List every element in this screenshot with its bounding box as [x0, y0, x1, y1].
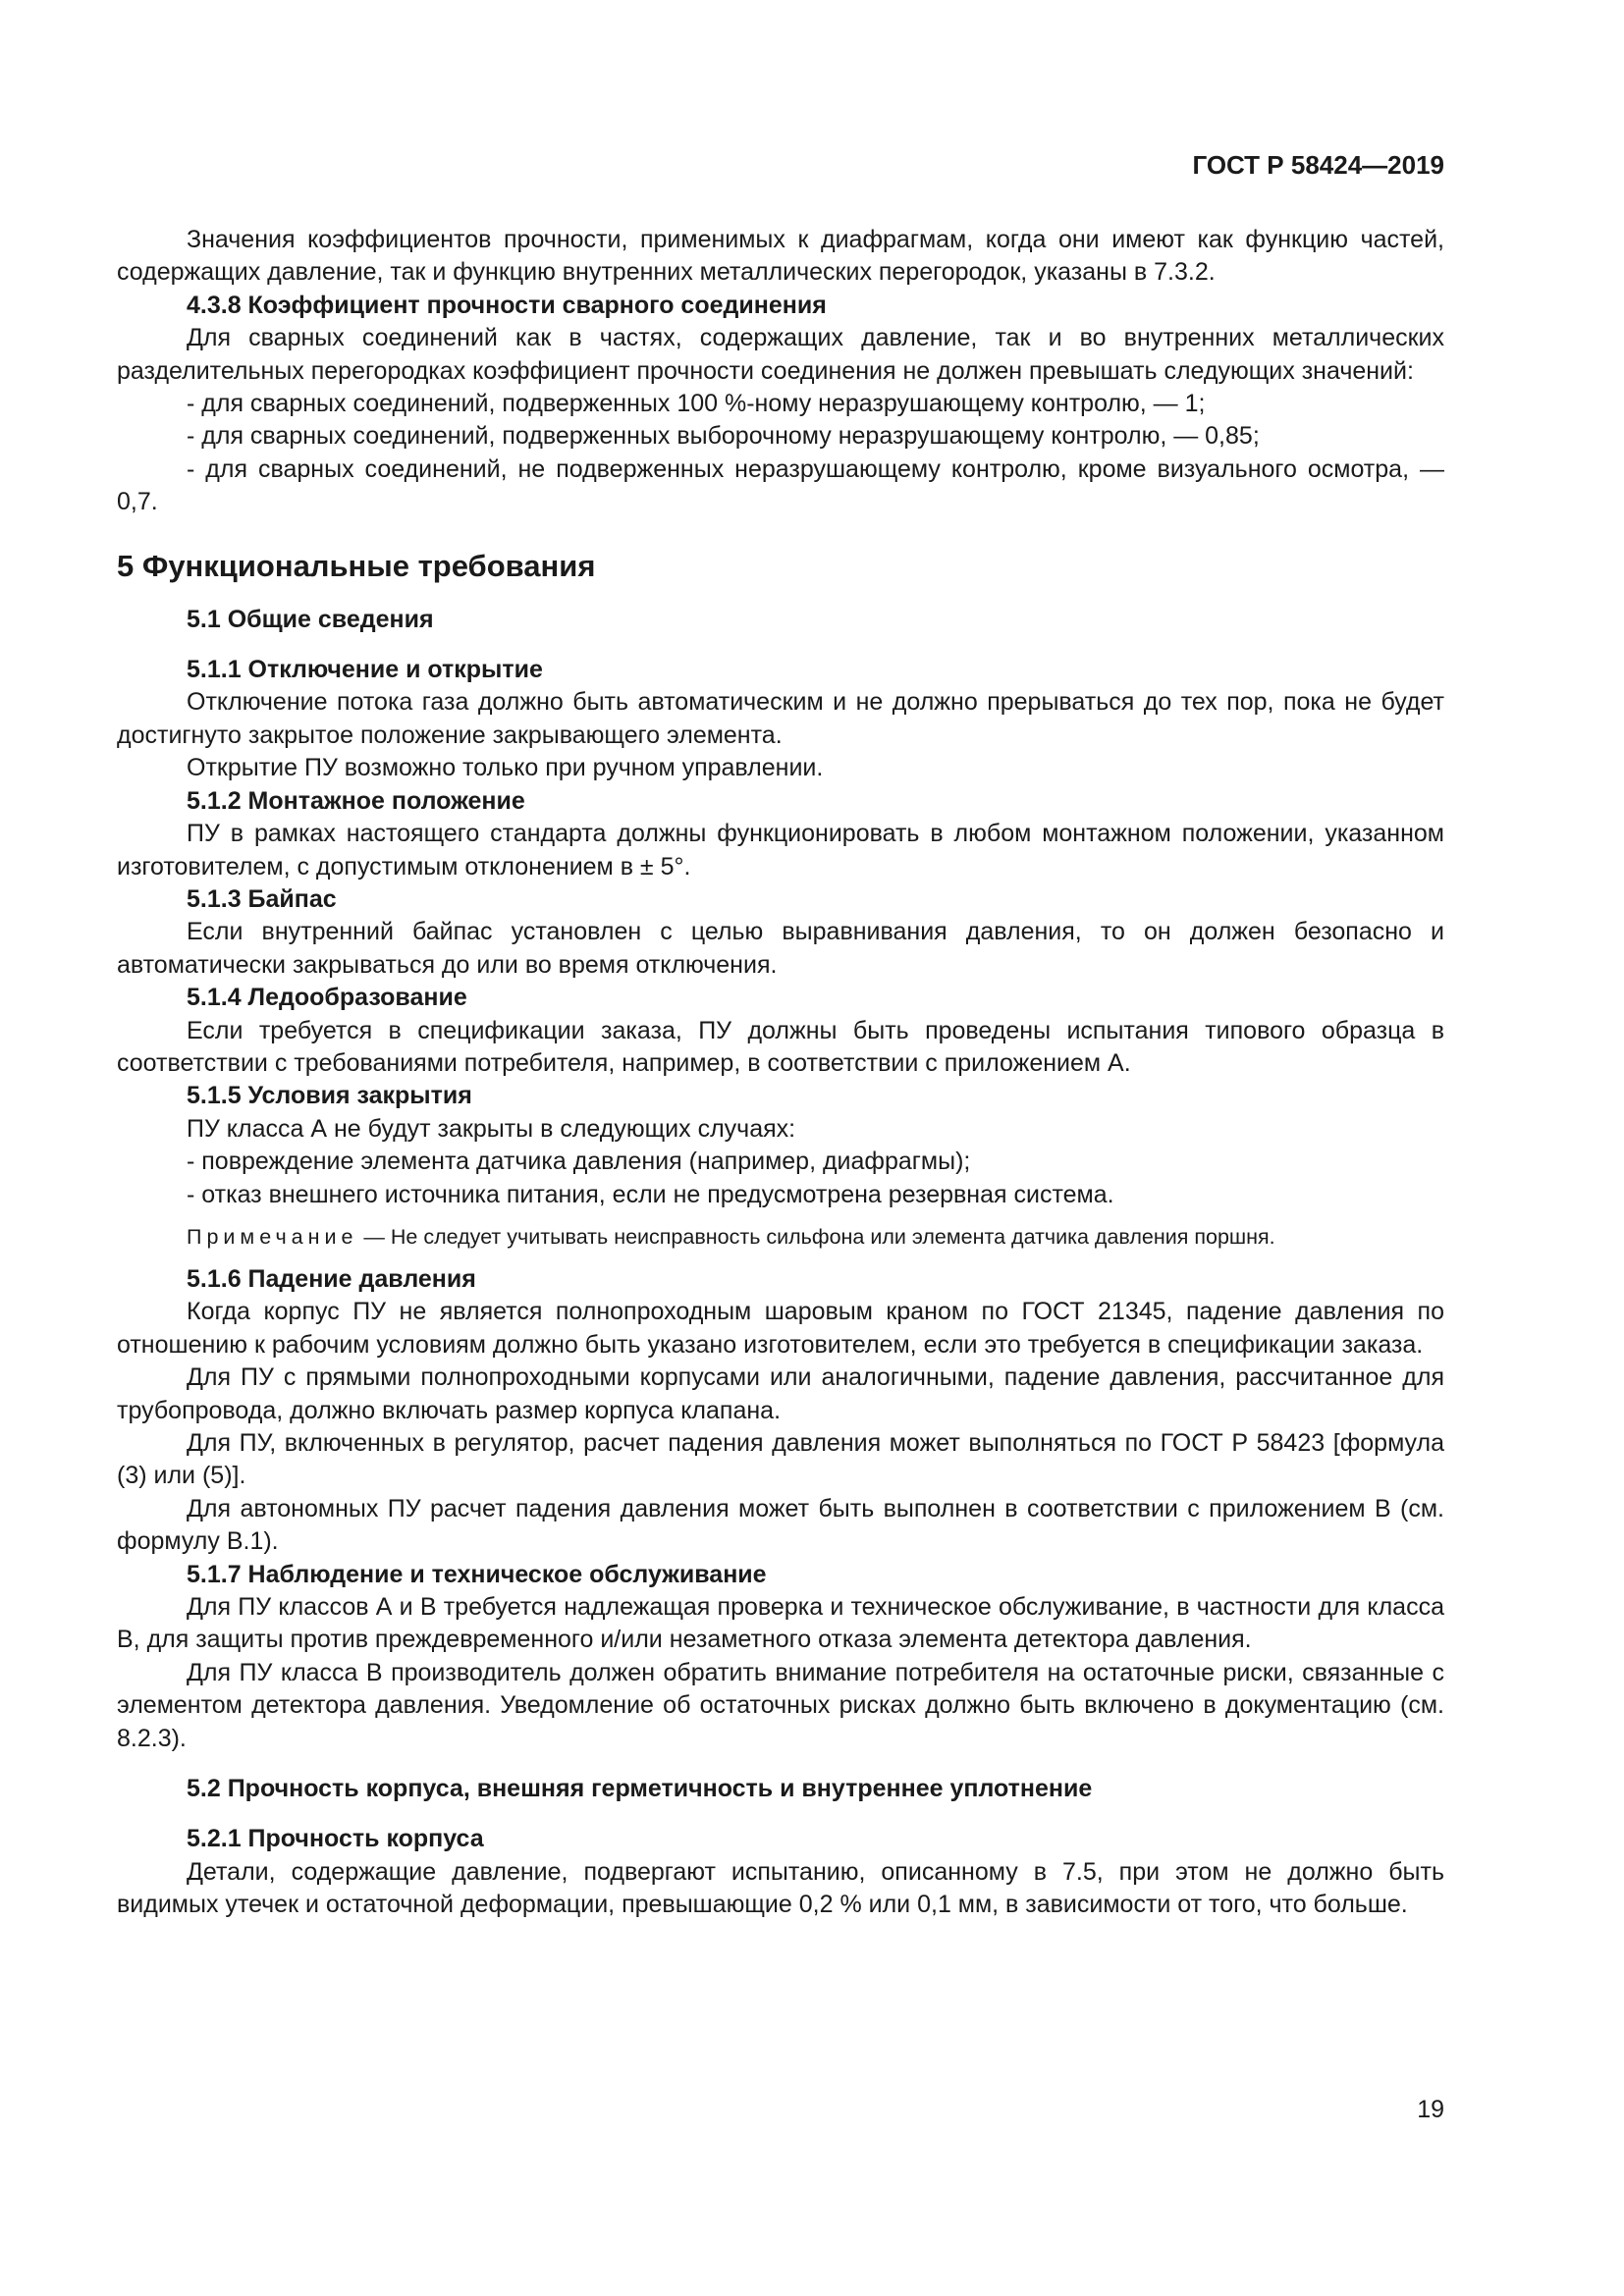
- spacer: [117, 586, 1444, 604]
- clause-heading: 5.1 Общие сведения: [187, 605, 434, 633]
- paragraph: - отказ внешнего источника питания, если не предусмотрена резервная система.: [187, 1180, 1114, 1208]
- paragraph: Детали, содержащие давление, подвергают испытанию, описанному в 7.5, при этом не должно быть видимых утечек и остаточной деформации, превышающие 0,2 % или 0,1 мм, в зависимости от того, что больше.: [117, 1857, 1444, 1919]
- clause-heading: 5.1.2 Монтажное положение: [187, 786, 525, 815]
- clause-heading: 5.1.7 Наблюдение и техническое обслуживание: [187, 1560, 767, 1588]
- paragraph: ПУ в рамках настоящего стандарта должны функционировать в любом монтажном положении, указанном изготовителем, с допустимым отклонением в ± 5°.: [117, 820, 1444, 881]
- paragraph: ПУ класса А не будут закрыты в следующих случаях:: [187, 1114, 796, 1143]
- paragraph: Для ПУ класса В производитель должен обратить внимание потребителя на остаточные риски, связанные с элементом детектора давления. Уведомление об остаточных рисках должно быть включено в документацию (см. 8.2.3).: [117, 1658, 1444, 1752]
- paragraph: Когда корпус ПУ не является полнопроходным шаровым краном по ГОСТ 21345, падение давления по отношению к рабочим условиям должно быть указано изготовителем, если это требуется в спецификации заказа.: [117, 1298, 1444, 1359]
- note-text: — Не следует учитывать неисправность сильфона или элемента датчика давления поршня.: [357, 1224, 1275, 1249]
- spacer: [117, 1805, 1444, 1823]
- spacer: [117, 519, 1444, 547]
- paragraph: Для ПУ, включенных в регулятор, расчет падения давления может выполняться по ГОСТ Р 58423 [формула (3) или (5)].: [117, 1429, 1444, 1490]
- spacer: [117, 636, 1444, 654]
- paragraph: Если требуется в спецификации заказа, ПУ должны быть проведены испытания типового образца в соответствии с требованиями потребителя, например, в соответствии с приложением А.: [117, 1016, 1444, 1077]
- page-number: 19: [1417, 2096, 1444, 2123]
- paragraph: - для сварных соединений, не подверженных неразрушающему контролю, кроме визуального осмотра, — 0,7.: [117, 454, 1444, 516]
- paragraph: - повреждение элемента датчика давления (например, диафрагмы);: [187, 1148, 971, 1176]
- clause-heading: 5.2.1 Прочность корпуса: [187, 1825, 484, 1853]
- clause-heading: 5.1.6 Падение давления: [187, 1264, 476, 1293]
- paragraph: Значения коэффициентов прочности, применимых к диафрагмам, когда они имеют как функцию частей, содержащих давление, так и функцию внутренних металлических перегородок, указаны в 7.3.2.: [117, 226, 1444, 287]
- clause-heading: 5.1.5 Условия закрытия: [187, 1082, 472, 1110]
- spacer: [117, 1254, 1444, 1263]
- paragraph: Если внутренний байпас установлен с целью выравнивания давления, то он должен безопасно и автоматически закрываться до или во время отключения.: [117, 918, 1444, 979]
- paragraph: Для ПУ классов А и В требуется надлежащая проверка и техническое обслуживание, в частности для класса В, для защиты против преждевременного и/или незаметного отказа элемента детектора давления.: [117, 1593, 1444, 1654]
- document-body: [117, 224, 1444, 1922]
- clause-heading: 5.1.3 Байпас: [187, 884, 337, 913]
- clause-heading: 5.1.1 Отключение и открытие: [187, 656, 543, 684]
- paragraph: Для автономных ПУ расчет падения давления может быть выполнен в соответствии с приложением В (см. формулу В.1).: [117, 1494, 1444, 1556]
- paragraph: Для сварных соединений как в частях, содержащих давление, так и во внутренних металлических разделительных перегородках коэффициент прочности соединения не должен превышать следующих значений:: [117, 324, 1444, 385]
- clause-heading: 5.2 Прочность корпуса, внешняя герметичность и внутреннее уплотнение: [187, 1775, 1093, 1803]
- note-label: Примечание: [187, 1224, 358, 1249]
- paragraph: - для сварных соединений, подверженных 100 %-ному неразрушающему контролю, — 1;: [187, 390, 1206, 418]
- document-page: [117, 0, 1444, 2296]
- spacer: [117, 1755, 1444, 1773]
- paragraph: - для сварных соединений, подверженных выборочному неразрушающему контролю, — 0,85;: [187, 422, 1260, 451]
- note: [117, 1221, 1444, 1254]
- clause-heading: 4.3.8 Коэффициент прочности сварного соединения: [187, 291, 827, 319]
- document-id-header: ГОСТ Р 58424—2019: [1192, 150, 1444, 180]
- paragraph: Для ПУ с прямыми полнопроходными корпусами или аналогичными, падение давления, рассчитанное для трубопровода, должно включать размер корпуса клапана.: [117, 1363, 1444, 1424]
- paragraph: Открытие ПУ возможно только при ручном управлении.: [187, 754, 824, 782]
- section-heading: 5 Функциональные требования: [117, 548, 596, 583]
- clause-heading: 5.1.4 Ледообразование: [187, 984, 467, 1012]
- spacer: [117, 1211, 1444, 1221]
- paragraph: Отключение потока газа должно быть автоматическим и не должно прерываться до тех пор, пока не будет достигнуто закрытое положение закрывающего элемента.: [117, 688, 1444, 749]
